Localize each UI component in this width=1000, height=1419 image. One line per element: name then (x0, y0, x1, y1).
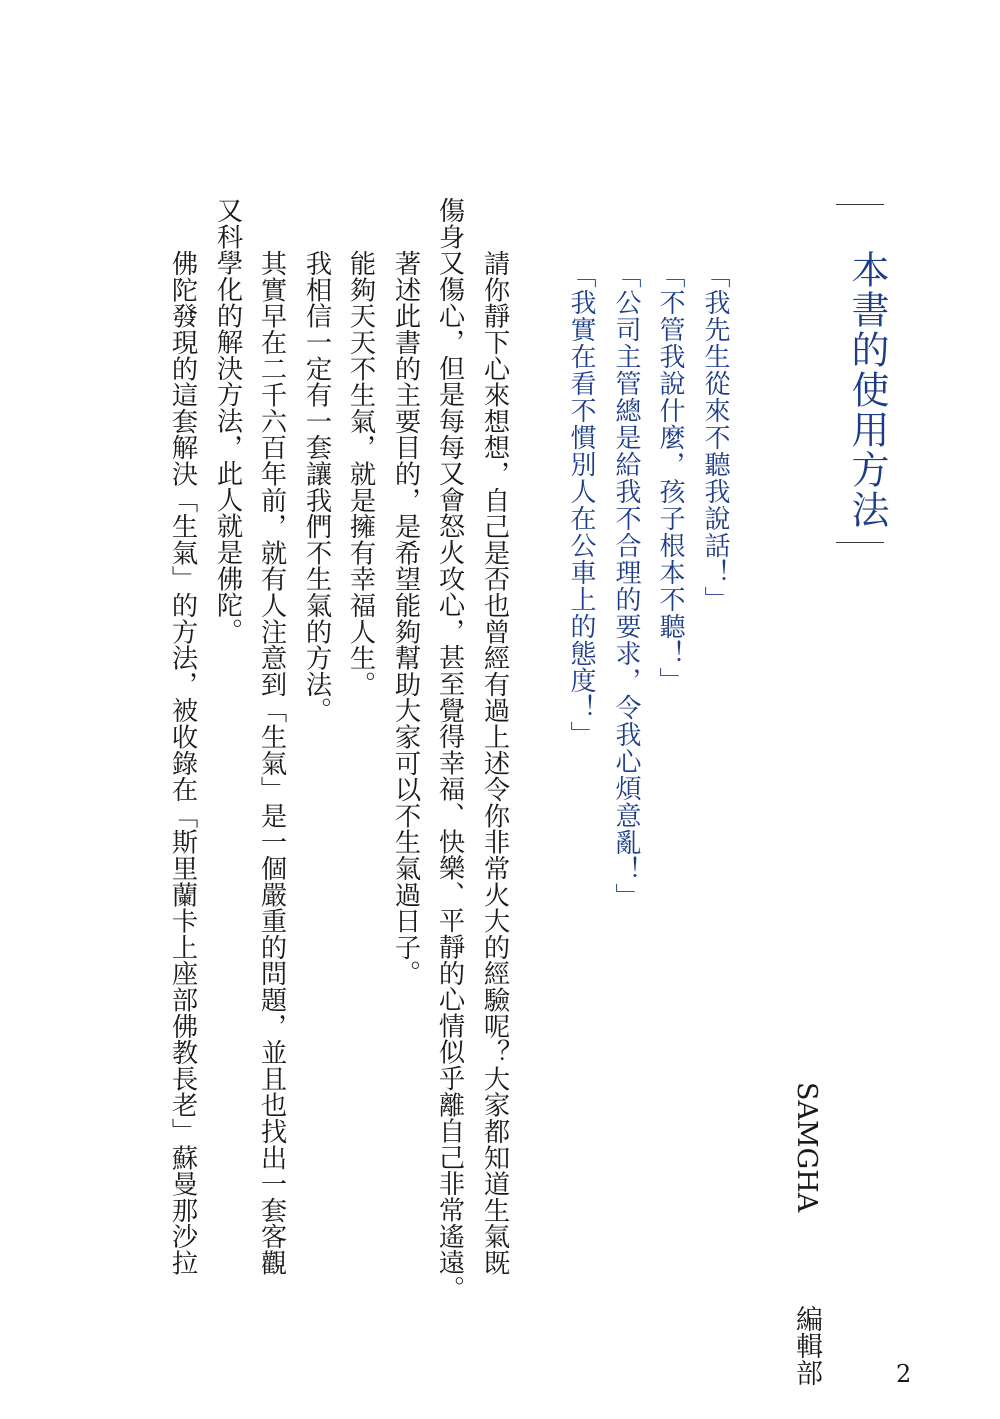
body-paragraph-line: 我相信一定有一套讓我們不生氣的方法。 (301, 250, 331, 724)
quote-line: 「我實在看不慣別人在公車上的態度！」 (566, 262, 596, 748)
quote-line: 「不管我說什麼，孩子根本不聽！」 (655, 262, 685, 694)
quote-line: 「我先生從來不聽我說話！」 (700, 262, 730, 613)
body-paragraph-line: 其實早在二千六百年前，就有人注意到「生氣」是一個嚴重的問題，並且也找出一套客觀 (256, 250, 286, 1276)
author-spacer (791, 1243, 822, 1274)
author-credit (786, 1082, 820, 1386)
title-bottom-rule (836, 542, 884, 543)
body-paragraph-line: 又科學化的解決方法，此人就是佛陀。 (212, 197, 242, 645)
body-paragraph-line: 傷身又傷心，但是每每又會怒火攻心，甚至覺得幸福、快樂、平靜的心情似乎離自己非常遙遠。 (434, 197, 464, 1302)
body-paragraph-line: 著述此書的主要目的，是希望能夠幫助大家可以不生氣過日子。 (390, 250, 420, 987)
title-top-rule (836, 204, 884, 205)
author-org: SAMGHA (791, 1082, 822, 1213)
body-paragraph-line: 能夠天天不生氣，就是擁有幸福人生。 (345, 250, 375, 698)
body-paragraph-line: 請你靜下心來想想，自己是否也曾經有過上述令你非常火大的經驗呢？大家都知道生氣既 (479, 250, 509, 1276)
author-dept: 編輯部 (791, 1305, 822, 1387)
page-title: 本書的使用方法 (845, 250, 889, 530)
quote-line: 「公司主管總是給我不合理的要求，令我心煩意亂！」 (611, 262, 641, 910)
body-paragraph-line: 佛陀發現的這套解決「生氣」的方法，被收錄在「斯里蘭卡上座部佛教長老」蘇曼那沙拉 (167, 250, 197, 1276)
page-number: 2 (896, 1360, 912, 1388)
